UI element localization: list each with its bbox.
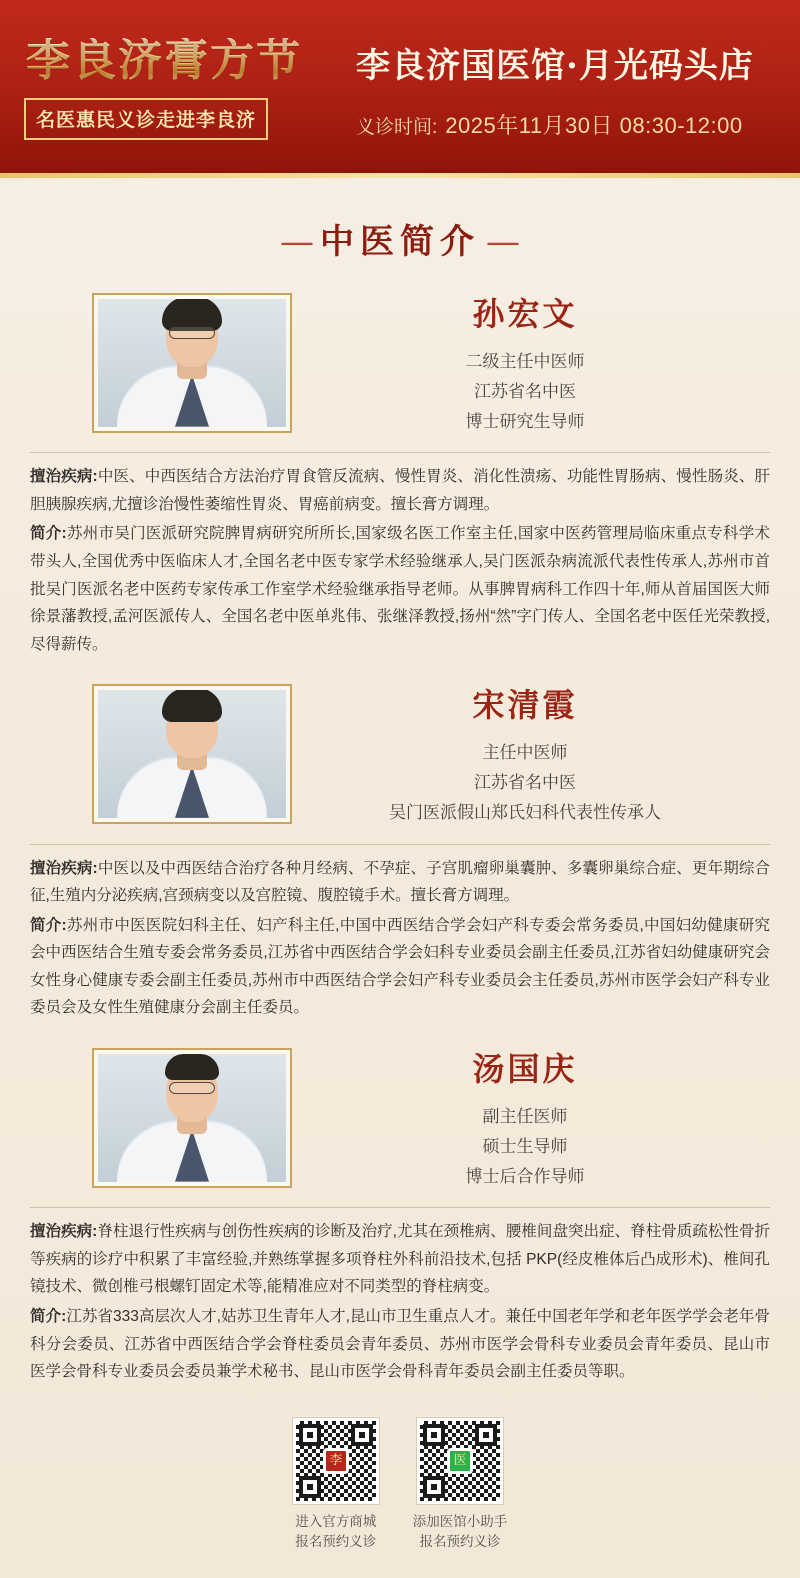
section-title-text: 中医简介 [320, 222, 480, 262]
qr-caption-line: 报名预约义诊 [419, 1533, 501, 1549]
qr-code-icon[interactable] [293, 1418, 379, 1504]
poster-header [0, 0, 800, 178]
doctor-portrait [98, 1054, 286, 1182]
qr-logo: 医 [447, 1448, 473, 1474]
doctor-bio [0, 1218, 800, 1399]
doctor-card [0, 285, 800, 676]
divider [30, 1207, 770, 1208]
qr-caption-line: 添加医馆小助手 [412, 1513, 508, 1529]
doctor-meta [320, 289, 770, 436]
doctor-title-line: 二级主任中医师 [465, 352, 585, 371]
glasses-icon [169, 327, 215, 339]
intro-text: 苏州市中医医院妇科主任、妇产科主任,中国中西医结合学会妇产科专委会常务委员,中国妇幼健康研究会中西医结合生殖专委会常务委员,江苏省中西医结合学会妇科专业委员会副主任委员,江苏省妇幼健康研究会女性身心健康专委会副主任委员,苏州市中西医结合学会妇产科专业委员会主任委员,苏州市医学会妇产科专业委员会及女性生殖健康分会副主任委员。 [30, 916, 770, 1017]
event-time-label: 义诊时间: [356, 117, 438, 138]
event-time-value: 2025年11月30日 08:30-12:00 [445, 113, 743, 138]
specialty-label: 擅治疾病: [30, 1223, 98, 1241]
doctor-title-line: 博士后合作导师 [465, 1166, 585, 1186]
intro-label: 简介: [30, 916, 67, 934]
doctor-title-line: 博士研究生导师 [465, 411, 585, 431]
doctor-title-line: 副主任医师 [482, 1107, 568, 1127]
doctor-card [0, 676, 800, 1040]
intro-text: 江苏省333高层次人才,姑苏卫生青年人才,昆山市卫生重点人才。兼任中国老年学和老年医学学会老年骨科分会委员、江苏省中西医结合学会脊柱委员会青年委员、苏州市医学会骨科专业委员会青年委员、昆山市医学会骨科专业委员会委员兼学术秘书、昆山市医学会骨科青年委员会副主任委员等职。 [30, 1308, 770, 1381]
doctor-bio [0, 855, 800, 1036]
qr-item-shop[interactable] [293, 1418, 379, 1553]
specialty-text: 中医、中西医结合方法治疗胃食管反流病、慢性胃炎、消化性溃疡、功能性胃肠病、慢性肠炎、肝胆胰腺疾病,尤擅诊治慢性萎缩性胃炎、胃癌前病变。擅长膏方调理。 [30, 468, 770, 513]
specialty-text: 脊柱退行性疾病与创伤性疾病的诊断及治疗,尤其在颈椎病、腰椎间盘突出症、脊柱骨质疏松性骨折等疾病的诊疗中积累了丰富经验,并熟练掌握多项脊柱外科前沿技术,包括 PKP(经皮椎体后凸成形术)、椎间孔镜技术、微创椎弓根螺钉固定术等,能精准应对不同类型的脊柱病变。 [30, 1223, 771, 1296]
header-left-block [24, 34, 344, 140]
doctor-photo-frame [92, 293, 292, 433]
event-time [356, 109, 784, 140]
header-right-block [344, 38, 784, 140]
qr-caption-line: 进入官方商城 [295, 1513, 377, 1529]
doctor-title-line: 硕士生导师 [482, 1136, 568, 1156]
qr-code-icon[interactable] [417, 1418, 503, 1504]
festival-subtitle: 名医惠民义诊走进李良济 [24, 98, 268, 140]
qr-caption-line: 报名预约义诊 [295, 1533, 377, 1549]
clinic-name: 李良济国医馆·月光码头店 [356, 46, 754, 86]
glasses-icon [169, 1082, 215, 1094]
doctor-portrait [98, 299, 286, 427]
doctor-name: 汤国庆 [472, 1050, 578, 1089]
divider [30, 844, 770, 845]
doctor-title-line: 主任中医师 [482, 743, 568, 763]
doctor-meta [320, 680, 770, 827]
festival-title: 李良济膏方节 [26, 34, 302, 86]
doctor-portrait [98, 690, 286, 818]
specialty-text: 中医以及中西医结合治疗各种月经病、不孕症、子宫肌瘤卵巢囊肿、多囊卵巢综合症、更年期综合征,生殖内分泌疾病,宫颈病变以及宫腔镜、腹腔镜手术。擅长膏方调理。 [30, 859, 770, 905]
doctor-title-line: 江苏省名中医 [474, 773, 576, 793]
doctor-photo-frame [92, 1048, 292, 1188]
specialty-label: 擅治疾病: [30, 468, 98, 486]
qr-item-assistant[interactable] [413, 1418, 508, 1553]
section-title [0, 214, 800, 263]
doctor-name: 孙宏文 [472, 295, 578, 333]
divider [30, 452, 770, 453]
doctor-photo-frame [92, 684, 292, 824]
doctor-meta [320, 1044, 770, 1191]
title-dash-left: — [280, 222, 314, 262]
specialty-label: 擅治疾病: [30, 859, 98, 877]
intro-label: 简介: [30, 525, 67, 543]
intro-text: 苏州市吴门医派研究院脾胃病研究所所长,国家级名医工作室主任,国家中医药管理局临床重点专科学术带头人,全国优秀中医临床人才,全国名老中医专家学术经验继承人,吴门医派杂病流派代表性传承人,苏州市首批吴门医派名老中医药专家传承工作室学术经验继承指导老师。从事脾胃病科工作四十年,师从首届国医大师徐景藩教授,孟河医派传人、全国名老中医单兆伟、张继泽教授,扬州“然”字门传人、全国名老中医任光荣教授,尽得薪传。 [30, 525, 770, 653]
doctor-title-line: 江苏省名中医 [474, 381, 576, 401]
doctor-title-line: 吴门医派假山郑氏妇科代表性传承人 [389, 802, 661, 822]
intro-label: 简介: [30, 1308, 67, 1325]
qr-code-area [0, 1418, 800, 1578]
doctor-card [0, 1040, 800, 1404]
doctor-name: 宋清霞 [472, 686, 578, 725]
qr-logo: 李 [323, 1448, 349, 1474]
title-dash-right: — [486, 222, 520, 262]
doctor-bio [0, 463, 800, 672]
